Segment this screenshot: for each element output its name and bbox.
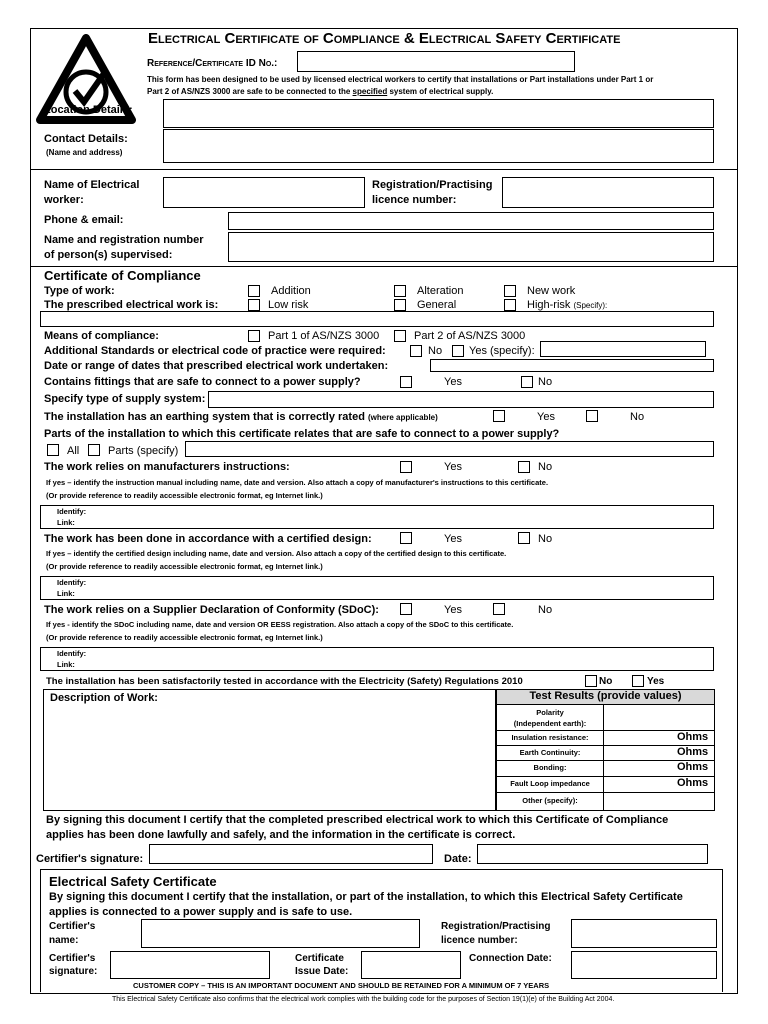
sdoc-yes-label: Yes — [444, 604, 462, 616]
esc-issue-label-1: Certificate — [295, 953, 344, 964]
esc-registration-label-1: Registration/Practising — [441, 921, 551, 932]
manufacturer-note-1: If yes – identify the instruction manual including name, date and version. Also attach a copy of manufacturer's instructions to this certificate. — [46, 478, 549, 487]
test-polarity-label: Polarity (Independent earth): — [513, 708, 587, 728]
esc-registration-label-2: licence number: — [441, 935, 518, 946]
prescribed-label: The prescribed electrical work is: — [44, 299, 219, 311]
sdoc-no-label: No — [538, 604, 553, 616]
registration-input[interactable] — [502, 177, 714, 208]
new-work-label: New work — [527, 285, 576, 297]
earthing-yes-checkbox[interactable] — [493, 410, 505, 422]
esc-signature-label-1: Certifier's — [49, 953, 96, 964]
earthing-no-checkbox[interactable] — [586, 410, 598, 422]
esc-connection-date-input[interactable] — [571, 951, 717, 979]
design-identify-label: Identify: — [57, 578, 87, 587]
fittings-yes-checkbox[interactable] — [400, 376, 412, 388]
sdoc-link-label: Link: — [57, 660, 75, 669]
parts-label: Parts (specify) — [108, 445, 179, 457]
esc-signature-label-2: signature: — [49, 966, 98, 977]
design-note-2: (Or provide reference to readily accessible electronic format, eg Internet link.) — [46, 562, 323, 571]
part2-label: Part 2 of AS/NZS 3000 — [414, 330, 526, 342]
design-identify-box[interactable] — [40, 576, 714, 600]
coc-heading: Certificate of Compliance — [44, 268, 201, 283]
test-col-divider — [603, 705, 604, 811]
sdoc-identify-box[interactable] — [40, 647, 714, 671]
reference-label: Reference/Certificate ID No.: — [147, 58, 278, 69]
manufacturer-yes-label: Yes — [444, 461, 462, 473]
sdoc-no-checkbox[interactable] — [493, 603, 505, 615]
design-no-label: No — [538, 533, 553, 545]
worker-name-label-1: Name of Electrical — [44, 179, 140, 191]
manufacturer-note-2: (Or provide reference to readily accessible electronic format, eg Internet link.) — [46, 491, 323, 500]
earthing-no-label: No — [630, 411, 645, 423]
location-label: Location Details: — [44, 104, 133, 116]
earthing-label: The installation has an earthing system that is correctly rated (where applicable) — [44, 411, 438, 423]
dates-input[interactable] — [430, 359, 714, 372]
dates-label: Date or range of dates that prescribed electrical work undertaken: — [44, 360, 389, 372]
manufacturer-link-label: Link: — [57, 518, 75, 527]
all-checkbox[interactable] — [47, 444, 59, 456]
sdoc-note-2: (Or provide reference to readily accessible electronic format, eg Internet link.) — [46, 633, 323, 642]
fittings-yes-label: Yes — [444, 376, 462, 388]
supervised-label-2: of person(s) supervised: — [44, 249, 173, 261]
means-label: Means of compliance: — [44, 330, 159, 342]
tested-label: The installation has been satisfactorily tested in accordance with the Electricity (Safety) Regulations 2010 — [46, 676, 523, 687]
additional-label: Additional Standards or electrical code of practice were required: — [44, 345, 386, 357]
coc-certify-line-1: By signing this document I certify that the completed prescribed electrical work to which this Certificate of Compliance — [46, 814, 669, 826]
low-risk-checkbox[interactable] — [248, 299, 260, 311]
sdoc-yes-checkbox[interactable] — [400, 603, 412, 615]
worker-name-input[interactable] — [163, 177, 365, 208]
general-label: General — [417, 299, 457, 311]
phone-email-input[interactable] — [228, 212, 714, 230]
coc-signature-label: Certifier's signature: — [36, 853, 144, 865]
intro-line-2: Part 2 of AS/NZS 3000 are safe to be connected to the specified system of electrical supply. — [147, 87, 494, 96]
tested-yes-checkbox[interactable] — [632, 675, 644, 687]
addition-label: Addition — [271, 285, 311, 297]
tested-yes-label: Yes — [647, 676, 665, 687]
esc-issue-date-input[interactable] — [361, 951, 461, 979]
parts-checkbox[interactable] — [88, 444, 100, 456]
additional-specify-input[interactable] — [540, 341, 706, 357]
footer-note: This Electrical Safety Certificate also confirms that the electrical work complies with the building code for the purposes of Section 19(1)(e) of the Building Act 2004. — [112, 996, 615, 1003]
design-yes-checkbox[interactable] — [400, 532, 412, 544]
fittings-label: Contains fittings that are safe to connect to a power supply? — [44, 376, 361, 388]
high-risk-checkbox[interactable] — [504, 299, 516, 311]
contact-label: Contact Details: — [44, 133, 128, 145]
intro-line-1: This form has been designed to be used by licensed electrical workers to certify that installations or Part installations under Part 1 or — [147, 75, 654, 84]
tested-no-checkbox[interactable] — [585, 675, 597, 687]
high-risk-specify-input[interactable] — [40, 311, 714, 327]
part1-label: Part 1 of AS/NZS 3000 — [268, 330, 380, 342]
esc-name-label-2: name: — [49, 935, 79, 946]
additional-yes-label: Yes (specify): — [469, 345, 535, 357]
test-other-label: Other (specify): — [522, 796, 578, 805]
reference-input[interactable] — [297, 51, 575, 72]
sdoc-identify-label: Identify: — [57, 649, 87, 658]
test-fault-loop-label: Fault Loop impedance — [510, 779, 590, 788]
tested-no-label: No — [599, 676, 613, 687]
divider — [30, 169, 737, 170]
manufacturer-label: The work relies on manufacturers instructions: — [44, 461, 290, 473]
test-earth-label: Earth Continuity: — [519, 748, 581, 757]
esc-certify-line-1: By signing this document I certify that the installation, or part of the installation, to which this Electrical Safety Certificate — [49, 891, 683, 903]
description-box[interactable] — [43, 689, 496, 811]
esc-issue-label-2: Issue Date: — [295, 966, 349, 977]
esc-certify-line-2: applies is connected to a power supply and is safe to use. — [49, 906, 353, 918]
test-row-divider — [497, 792, 714, 793]
test-insulation-unit: Ohms — [677, 731, 709, 743]
high-risk-label: High-risk (Specify): — [527, 299, 608, 311]
coc-signature-input[interactable] — [149, 844, 433, 864]
low-risk-label: Low risk — [268, 299, 309, 311]
esc-name-input[interactable] — [141, 919, 420, 948]
esc-signature-input[interactable] — [110, 951, 270, 979]
test-results-heading: Test Results (provide values) — [497, 690, 714, 705]
test-results-table — [496, 689, 715, 811]
manufacturer-no-label: No — [538, 461, 553, 473]
manufacturer-no-checkbox[interactable] — [518, 461, 530, 473]
test-fault-loop-unit: Ohms — [677, 777, 709, 789]
additional-no-label: No — [428, 345, 443, 357]
contact-sublabel: (Name and address) — [46, 148, 123, 157]
location-input[interactable] — [163, 99, 714, 128]
form-title: Electrical Certificate of Compliance & Electrical Safety Certificate — [148, 30, 621, 47]
coc-certify-line-2: applies has been done lawfully and safely, and the information in the certificate is correct. — [46, 829, 516, 841]
test-earth-unit: Ohms — [677, 746, 709, 758]
esc-connection-label: Connection Date: — [469, 953, 552, 964]
supervised-input[interactable] — [228, 232, 714, 262]
supply-type-input[interactable] — [208, 391, 714, 408]
general-checkbox[interactable] — [394, 299, 406, 311]
type-of-work-label: Type of work: — [44, 285, 115, 297]
additional-yes-checkbox[interactable] — [452, 345, 464, 357]
manufacturer-identify-label: Identify: — [57, 507, 87, 516]
design-yes-label: Yes — [444, 533, 462, 545]
design-link-label: Link: — [57, 589, 75, 598]
description-label: Description of Work: — [50, 692, 158, 704]
all-label: All — [67, 445, 80, 457]
esc-registration-input[interactable] — [571, 919, 717, 948]
addition-checkbox[interactable] — [248, 285, 260, 297]
new-work-checkbox[interactable] — [504, 285, 516, 297]
part2-checkbox[interactable] — [394, 330, 406, 342]
customer-copy-notice: CUSTOMER COPY – THIS IS AN IMPORTANT DOCUMENT AND SHOULD BE RETAINED FOR A MINIMUM OF 7 YEARS — [133, 981, 550, 990]
sdoc-label: The work relies on a Supplier Declaration of Conformity (SDoC): — [44, 604, 379, 616]
design-note-1: If yes – identify the certified design including name, date and version. Also attach a copy of the certified design to this certificate. — [46, 549, 507, 558]
sdoc-note-1: If yes - identify the SDoC including name, date and version OR EESS registration. Also attach a copy of the SDoC to this certificate. — [46, 620, 514, 629]
registration-label-2: licence number: — [372, 194, 457, 206]
fittings-no-checkbox[interactable] — [521, 376, 533, 388]
test-bonding-unit: Ohms — [677, 761, 709, 773]
parts-question: Parts of the installation to which this certificate relates that are safe to connect to a power supply? — [44, 428, 560, 440]
part1-checkbox[interactable] — [248, 330, 260, 342]
phone-label: Phone & email: — [44, 214, 124, 226]
contact-input[interactable] — [163, 129, 714, 163]
manufacturer-yes-checkbox[interactable] — [400, 461, 412, 473]
parts-specify-input[interactable] — [185, 441, 714, 457]
divider — [30, 266, 737, 267]
coc-date-label: Date: — [444, 853, 472, 865]
coc-date-input[interactable] — [477, 844, 708, 864]
test-insulation-label: Insulation resistance: — [511, 733, 589, 742]
supervised-label-1: Name and registration number — [44, 234, 204, 246]
alteration-checkbox[interactable] — [394, 285, 406, 297]
earthing-yes-label: Yes — [537, 411, 555, 423]
registration-label-1: Registration/Practising — [372, 179, 493, 191]
supply-type-label: Specify type of supply system: — [44, 393, 206, 405]
additional-no-checkbox[interactable] — [410, 345, 422, 357]
fittings-no-label: No — [538, 376, 553, 388]
design-no-checkbox[interactable] — [518, 532, 530, 544]
design-label: The work has been done in accordance with a certified design: — [44, 533, 372, 545]
esc-name-label-1: Certifier's — [49, 921, 96, 932]
manufacturer-identify-box[interactable] — [40, 505, 714, 529]
test-bonding-label: Bonding: — [533, 763, 567, 772]
worker-name-label-2: worker: — [44, 194, 84, 206]
esc-heading: Electrical Safety Certificate — [49, 874, 217, 889]
alteration-label: Alteration — [417, 285, 464, 297]
